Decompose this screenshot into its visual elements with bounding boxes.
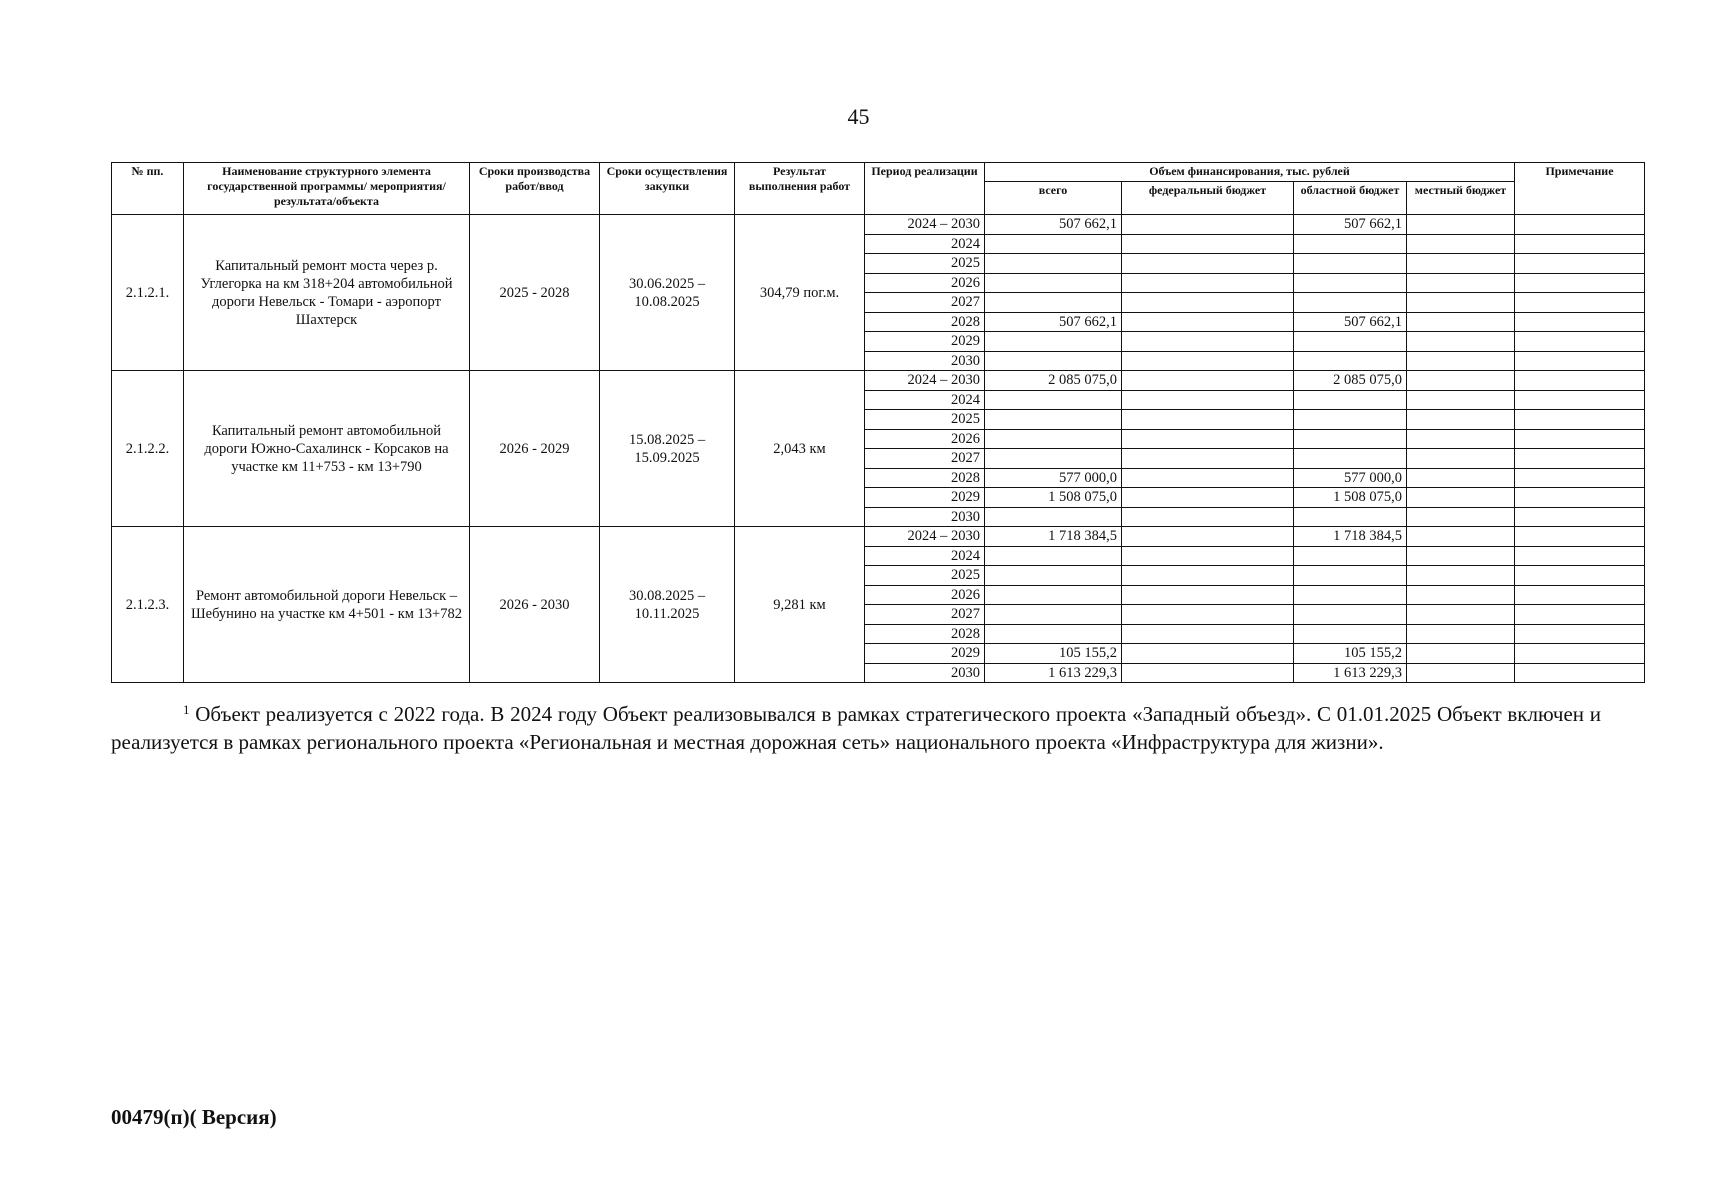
local-cell — [1407, 234, 1515, 254]
period-cell: 2028 — [865, 468, 985, 488]
regional-cell: 507 662,1 — [1294, 312, 1407, 332]
local-cell — [1407, 468, 1515, 488]
header-result: Результат выполнения работ — [735, 163, 865, 215]
procurement-terms: 15.08.2025 – 15.09.2025 — [600, 371, 735, 527]
period-cell: 2026 — [865, 585, 985, 605]
regional-cell — [1294, 351, 1407, 371]
local-cell — [1407, 390, 1515, 410]
regional-cell: 2 085 075,0 — [1294, 371, 1407, 391]
period-cell: 2027 — [865, 293, 985, 313]
note-cell — [1515, 585, 1645, 605]
note-cell — [1515, 371, 1645, 391]
total-cell: 577 000,0 — [985, 468, 1122, 488]
period-cell: 2024 – 2030 — [865, 527, 985, 547]
total-cell: 507 662,1 — [985, 312, 1122, 332]
local-cell — [1407, 273, 1515, 293]
header-num: № пп. — [112, 163, 184, 215]
procurement-terms: 30.06.2025 – 10.08.2025 — [600, 215, 735, 371]
local-cell — [1407, 410, 1515, 430]
header-local: местный бюджет — [1407, 182, 1515, 215]
period-cell: 2029 — [865, 488, 985, 508]
total-cell — [985, 546, 1122, 566]
period-cell: 2024 – 2030 — [865, 371, 985, 391]
local-cell — [1407, 624, 1515, 644]
federal-cell — [1122, 546, 1294, 566]
total-cell — [985, 332, 1122, 352]
note-cell — [1515, 566, 1645, 586]
regional-cell — [1294, 624, 1407, 644]
local-cell — [1407, 566, 1515, 586]
period-cell: 2025 — [865, 566, 985, 586]
local-cell — [1407, 585, 1515, 605]
header-period: Период реализации — [865, 163, 985, 215]
footnote — [111, 700, 1601, 756]
note-cell — [1515, 215, 1645, 235]
total-cell — [985, 390, 1122, 410]
total-cell — [985, 429, 1122, 449]
local-cell — [1407, 546, 1515, 566]
local-cell — [1407, 663, 1515, 683]
work-result: 304,79 пог.м. — [735, 215, 865, 371]
table-row — [112, 371, 1645, 391]
regional-cell — [1294, 585, 1407, 605]
header-total: всего — [985, 182, 1122, 215]
total-cell — [985, 605, 1122, 625]
object-number: 2.1.2.1. — [112, 215, 184, 371]
federal-cell — [1122, 624, 1294, 644]
note-cell — [1515, 273, 1645, 293]
note-cell — [1515, 468, 1645, 488]
object-number: 2.1.2.2. — [112, 371, 184, 527]
note-cell — [1515, 429, 1645, 449]
federal-cell — [1122, 390, 1294, 410]
page-number: 45 — [847, 104, 870, 129]
total-cell: 507 662,1 — [985, 215, 1122, 235]
federal-cell — [1122, 527, 1294, 547]
note-cell — [1515, 312, 1645, 332]
header-procurement-terms: Сроки осуществления закупки — [600, 163, 735, 215]
local-cell — [1407, 215, 1515, 235]
note-cell — [1515, 527, 1645, 547]
regional-cell — [1294, 410, 1407, 430]
header-financing-group: Объем финансирования, тыс. рублей — [985, 163, 1515, 182]
note-cell — [1515, 624, 1645, 644]
federal-cell — [1122, 468, 1294, 488]
total-cell — [985, 507, 1122, 527]
table-body — [112, 215, 1645, 683]
regional-cell: 105 155,2 — [1294, 644, 1407, 664]
period-cell: 2029 — [865, 644, 985, 664]
period-cell: 2028 — [865, 624, 985, 644]
local-cell — [1407, 507, 1515, 527]
total-cell: 1 718 384,5 — [985, 527, 1122, 547]
total-cell — [985, 585, 1122, 605]
local-cell — [1407, 605, 1515, 625]
period-cell: 2028 — [865, 312, 985, 332]
federal-cell — [1122, 449, 1294, 469]
regional-cell — [1294, 429, 1407, 449]
local-cell — [1407, 312, 1515, 332]
local-cell — [1407, 449, 1515, 469]
regional-cell — [1294, 293, 1407, 313]
local-cell — [1407, 332, 1515, 352]
note-cell — [1515, 488, 1645, 508]
table-row — [112, 215, 1645, 235]
work-result: 2,043 км — [735, 371, 865, 527]
local-cell — [1407, 488, 1515, 508]
federal-cell — [1122, 507, 1294, 527]
period-cell: 2027 — [865, 605, 985, 625]
period-cell: 2030 — [865, 351, 985, 371]
regional-cell — [1294, 546, 1407, 566]
note-cell — [1515, 644, 1645, 664]
local-cell — [1407, 644, 1515, 664]
production-terms: 2026 - 2029 — [470, 371, 600, 527]
regional-cell — [1294, 507, 1407, 527]
note-cell — [1515, 507, 1645, 527]
procurement-terms: 30.08.2025 – 10.11.2025 — [600, 527, 735, 683]
regional-cell: 1 508 075,0 — [1294, 488, 1407, 508]
header-production-terms: Сроки производства работ/ввод — [470, 163, 600, 215]
header-note: Примечание — [1515, 163, 1645, 215]
local-cell — [1407, 527, 1515, 547]
federal-cell — [1122, 351, 1294, 371]
federal-cell — [1122, 566, 1294, 586]
note-cell — [1515, 254, 1645, 274]
note-cell — [1515, 410, 1645, 430]
header-name: Наименование структурного элемента государственной программы/ мероприятия/результата/объекта — [184, 163, 470, 215]
production-terms: 2025 - 2028 — [470, 215, 600, 371]
total-cell — [985, 351, 1122, 371]
total-cell: 1 613 229,3 — [985, 663, 1122, 683]
note-cell — [1515, 332, 1645, 352]
financing-table — [111, 162, 1645, 683]
federal-cell — [1122, 293, 1294, 313]
object-number: 2.1.2.3. — [112, 527, 184, 683]
header-regional: областной бюджет — [1294, 182, 1407, 215]
object-name: Капитальный ремонт моста через р. Углегорка на км 318+204 автомобильной дороги Невельск - Томари - аэропорт Шахтерск — [184, 215, 470, 371]
regional-cell — [1294, 234, 1407, 254]
total-cell: 105 155,2 — [985, 644, 1122, 664]
regional-cell — [1294, 254, 1407, 274]
regional-cell — [1294, 566, 1407, 586]
federal-cell — [1122, 663, 1294, 683]
total-cell — [985, 410, 1122, 430]
period-cell: 2030 — [865, 507, 985, 527]
regional-cell — [1294, 449, 1407, 469]
period-cell: 2025 — [865, 254, 985, 274]
note-cell — [1515, 293, 1645, 313]
total-cell: 2 085 075,0 — [985, 371, 1122, 391]
footnote-marker: 1 — [183, 702, 190, 717]
regional-cell — [1294, 332, 1407, 352]
production-terms: 2026 - 2030 — [470, 527, 600, 683]
period-cell: 2024 — [865, 234, 985, 254]
period-cell: 2027 — [865, 449, 985, 469]
federal-cell — [1122, 254, 1294, 274]
work-result: 9,281 км — [735, 527, 865, 683]
local-cell — [1407, 254, 1515, 274]
total-cell — [985, 293, 1122, 313]
period-cell: 2029 — [865, 332, 985, 352]
period-cell: 2024 – 2030 — [865, 215, 985, 235]
local-cell — [1407, 293, 1515, 313]
note-cell — [1515, 546, 1645, 566]
note-cell — [1515, 605, 1645, 625]
note-cell — [1515, 663, 1645, 683]
local-cell — [1407, 429, 1515, 449]
total-cell — [985, 624, 1122, 644]
total-cell — [985, 273, 1122, 293]
note-cell — [1515, 234, 1645, 254]
federal-cell — [1122, 429, 1294, 449]
note-cell — [1515, 390, 1645, 410]
federal-cell — [1122, 605, 1294, 625]
object-name: Ремонт автомобильной дороги Невельск – Шебунино на участке км 4+501 - км 13+782 — [184, 527, 470, 683]
federal-cell — [1122, 371, 1294, 391]
federal-cell — [1122, 215, 1294, 235]
period-cell: 2026 — [865, 429, 985, 449]
footnote-text: Объект реализуется с 2022 года. В 2024 году Объект реализовывался в рамках стратегического проекта «Западный объезд». С 01.01.2025 Объект включен и реализуется в рамках регионального проекта «Региональная и местная дорожная сеть» национального проекта «Инфраструктура для жизни». — [111, 702, 1601, 754]
total-cell — [985, 449, 1122, 469]
federal-cell — [1122, 312, 1294, 332]
federal-cell — [1122, 273, 1294, 293]
federal-cell — [1122, 585, 1294, 605]
period-cell: 2025 — [865, 410, 985, 430]
federal-cell — [1122, 332, 1294, 352]
total-cell — [985, 566, 1122, 586]
period-cell: 2024 — [865, 546, 985, 566]
period-cell: 2026 — [865, 273, 985, 293]
note-cell — [1515, 449, 1645, 469]
total-cell — [985, 254, 1122, 274]
table-row — [112, 527, 1645, 547]
period-cell: 2030 — [865, 663, 985, 683]
regional-cell — [1294, 390, 1407, 410]
federal-cell — [1122, 234, 1294, 254]
header-federal: федеральный бюджет — [1122, 182, 1294, 215]
local-cell — [1407, 351, 1515, 371]
document-code: 00479(п)( Версия) — [111, 1105, 277, 1129]
period-cell: 2024 — [865, 390, 985, 410]
local-cell — [1407, 371, 1515, 391]
total-cell — [985, 234, 1122, 254]
note-cell — [1515, 351, 1645, 371]
regional-cell: 507 662,1 — [1294, 215, 1407, 235]
federal-cell — [1122, 410, 1294, 430]
object-name: Капитальный ремонт автомобильной дороги Южно-Сахалинск - Корсаков на участке км 11+753 - км 13+790 — [184, 371, 470, 527]
regional-cell: 577 000,0 — [1294, 468, 1407, 488]
federal-cell — [1122, 644, 1294, 664]
total-cell: 1 508 075,0 — [985, 488, 1122, 508]
federal-cell — [1122, 488, 1294, 508]
regional-cell — [1294, 273, 1407, 293]
regional-cell — [1294, 605, 1407, 625]
regional-cell: 1 718 384,5 — [1294, 527, 1407, 547]
regional-cell: 1 613 229,3 — [1294, 663, 1407, 683]
